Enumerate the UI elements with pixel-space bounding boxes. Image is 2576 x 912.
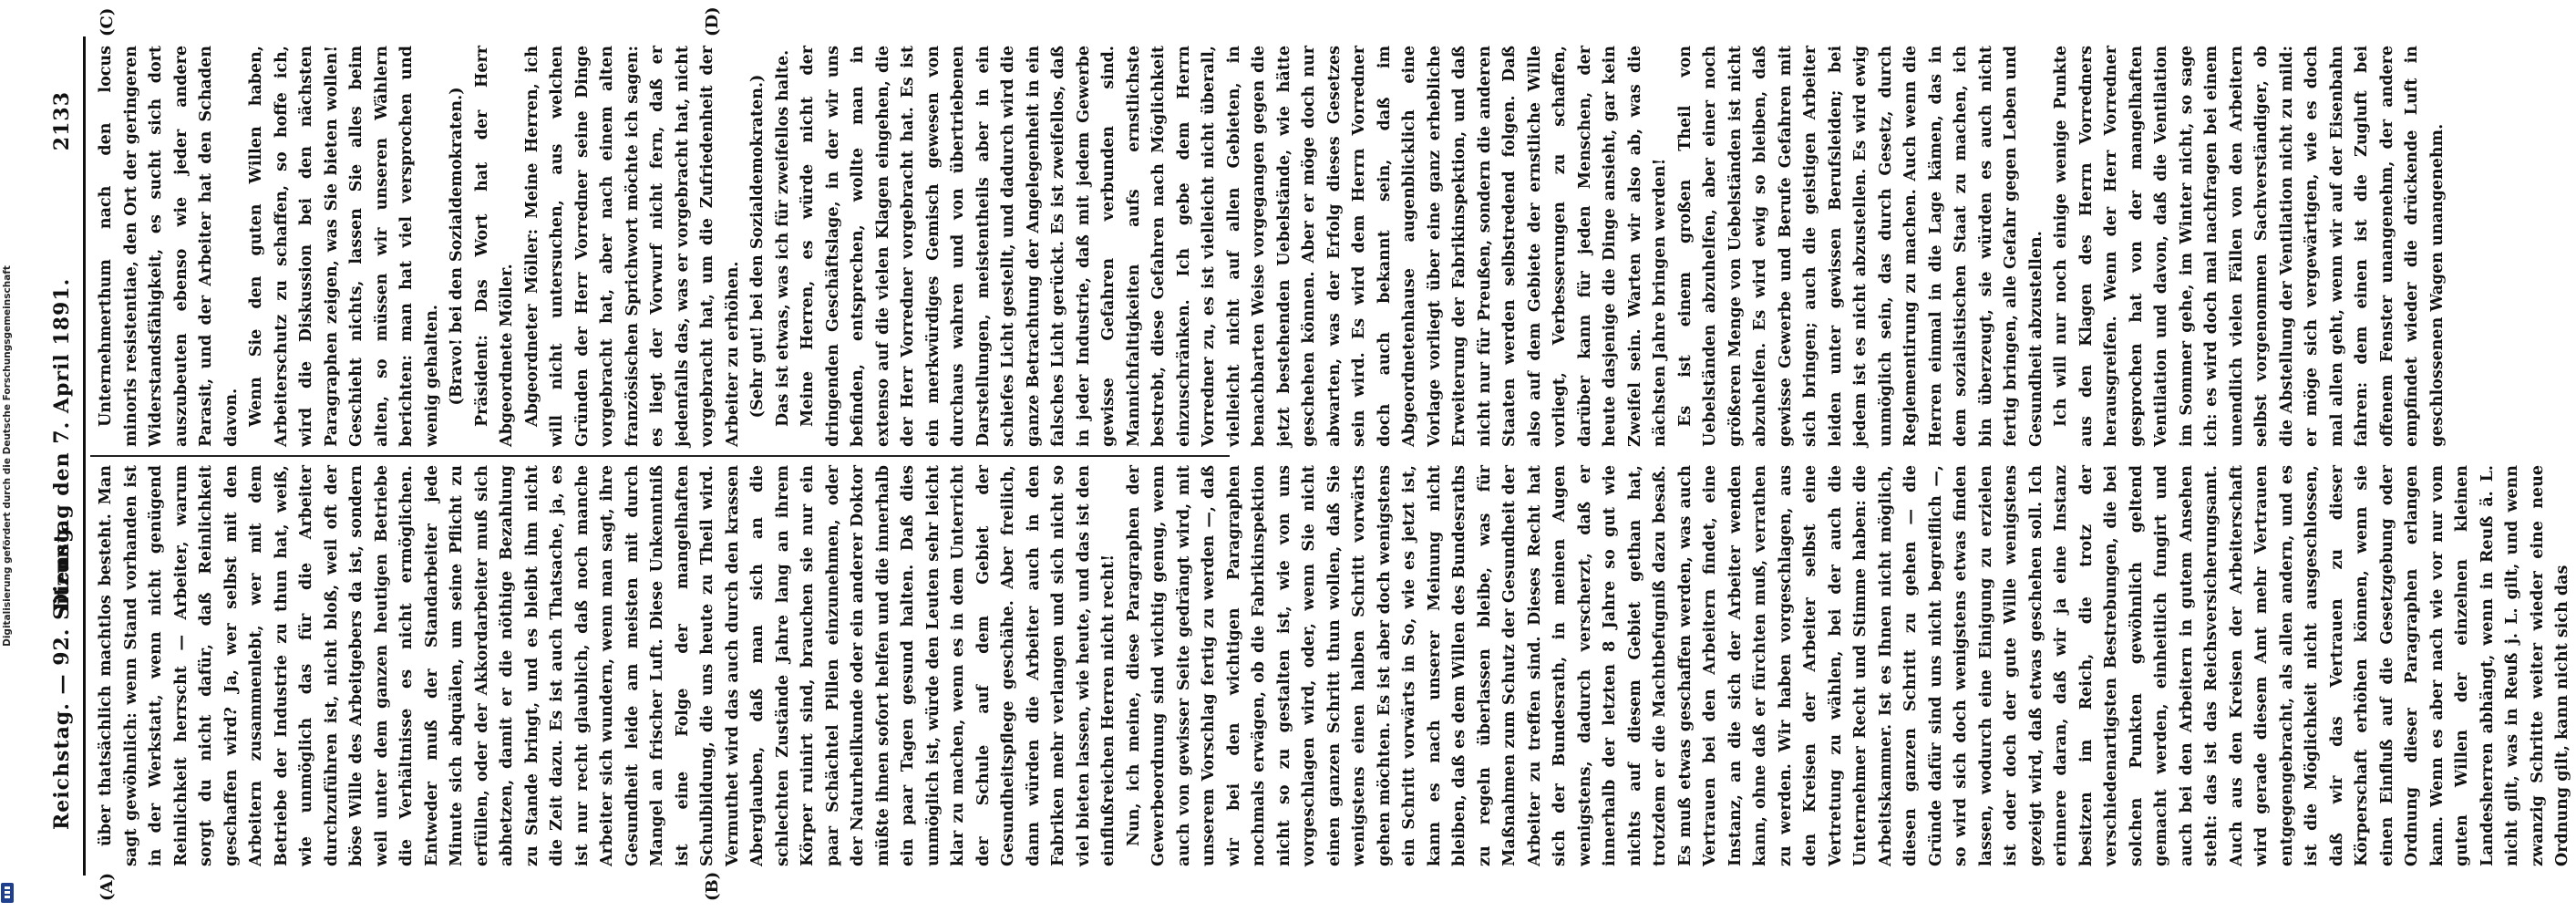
margin-marker-a: (A) — [98, 873, 117, 901]
left-column — [94, 465, 2571, 866]
paragraph: Ich will nur noch einige wenige Punkte aus den Klagen des Herrn Vorredners herausgreifen. Wenn der Herr Vorredner gesprochen hat von der mangelhaften Ventilation und davon, daß die Ventilation im Sommer gehe, im Winter nicht, so sage ich: es wird doch mal nachfragen bei einem unendlich vielen Fällen von den Arbeitern selbst vorgenommen Sachverständiger, ob die Abstellung der Ventilation nicht zu mild: er möge sich vergewärtigen, wie es doch mal allen geht, wenn wir auf der Eisenbahn fahren: dem einen ist die Zugluft bei offenem Fenster unangenehm, der andere empfindet wieder die drückende Luft in geschlossenen Wagen unangenehm. — [2052, 46, 2447, 447]
paragraph: über thatsächlich machtlos besteht. Man sagt gewöhnlich: wenn Stand vorhanden ist in der Werkstatt, wenn nicht genügend Reinlichkeit herrscht — Arbeiter, warum sorgt du nicht dafür, daß Reinlichkeit geschaffen wird? Ja, wer selbst mit den Arbeitern zusammenlebt, wer mit dem Betriebe der Industrie zu thun hat, weiß, wie unmöglich das für die Arbeiter durchzuführen ist, nicht bloß, weil oft der böse Wille des Arbeitgebers da ist, sondern weil unter dem ganzen heutigen Betriebe die Verhältnisse es nicht ermöglichen. Entweder muß der Standarbeiter jede Minute sich abquälen, um seine Pflicht zu erfüllen, oder der Akkordarbeiter muß sich abhetzen, damit er die nöthige Bezahlung zu Stande bringt, und es bleibt ihm nicht die Zeit dazu. Es ist auch Thatsache, ja, es ist nur recht glaublich, daß noch manche Arbeiter sich wundern, wenn man sagt, ihre Gesundheit leide am meisten mit durch Mangel an frischer Luft. Diese Unkenntniß ist eine Folge der mangelhaften Schulbildung, die uns heute zu Theil wird. Vermuthet wird das auch durch den krassen Aberglauben, daß man sich an die schlechten Zustände Jahre lang an ihrem Körper ruinirt sind, brauchen sie nur ein paar Schächtel Pillen einzunehmen, oder der Naturheilkunde oder ein anderer Doktor müßte ihnen sofort helfen und die innerhalb ein paar Tagen gesund halten. Daß dies unmöglich ist, würde den Leuten sehr leicht klar zu machen, wenn es in dem Unterricht der Schule auf dem Gebiet der Gesundheitspflege geschähe. Aber freilich, dann würden die Arbeiter auch in den Fabriken mehr verlangen und sich nicht so viel bieten lassen, wie heute, und das ist den einflußreichen Herren nicht recht! — [97, 465, 1118, 866]
header-rule — [83, 36, 86, 876]
paragraph: Unternehmerthum nach den locus minoris resistentiae, den Ort der geringeren Widerstandsfähigkeit, es sucht sich dort auszubeuten ebenso wie jeder andere Parasit, und der Arbeiter hat den Schaden davon. — [97, 46, 241, 447]
interjection: (Sehr gut! bei den Sozialdemokraten.) — [748, 74, 767, 419]
header-center: Dienstag den 7. April 1891. — [50, 277, 74, 611]
column-divider — [90, 455, 1230, 457]
margin-marker-d: (D) — [703, 6, 722, 36]
digitisation-strip — [0, 0, 15, 912]
paragraph: Wenn Sie den guten Willen haben, Arbeiterschutz zu schaffen, so hoffe ich, wird die Diskussion bei den nächsten Paragraphen zeigen, was Sie bieten wollen! Geschieht nichts, lassen Sie alles beim alten, so müssen wir unseren Wählern berichten: man hat viel versprochen und wenig gehalten. — [247, 46, 441, 447]
interjection: (Bravo! bei den Sozialdemokraten.) — [448, 87, 466, 406]
paragraph: Es ist einem großen Theil von Uebelständen abzuhelfen, aber einer noch größeren Menge von Uebelständen ist nicht abzuhelfen. Es wird ewig so bleiben, daß gewisse Gewerbe und Berufe Gefahren mit sich bringen; auch die geistigen Arbeiter leiden unter gewissen Berufsleiden; bei jedem ist es nicht abzustellen. Es wird ewig unmöglich sein, das durch Gesetz, durch Reglementirung zu machen. Auch wenn die Herren einmal in die Lage kämen, das in dem sozialistischen Staat zu machen, ich bin überzeugt, sie würden es auch nicht fertig bringen, alle Gefahr gegen Leben und Gesundheit abzustellen. — [1675, 46, 2045, 447]
dfg-logo-mark — [1, 883, 14, 903]
digitisation-note: Digitalisierung gefördert durch die Deutsche Forschungsgemeinschaft — [2, 265, 13, 647]
header-left: Reichstag. — 92. Sitzung. — [50, 519, 74, 830]
paragraph: Das ist etwas, was ich für zweifellos halte. — [773, 49, 792, 427]
margin-marker-b: (B) — [703, 871, 722, 901]
paragraph: Abgeordneter Möller: Meine Herren, ich will nicht untersuchen, aus welchen Gründen der Herr Vorredner seine Dinge vorgebracht hat, aber nach einem alten französischen Sprichwort möchte ich sagen: es liegt der Vorwurf nicht fern, daß er jedenfalls das, was er vorgebracht hat, nicht vorgebracht hat, um die Zufriedenheit der Arbeiter zu erhöhen. — [522, 46, 742, 447]
page-number: 2133 — [50, 91, 74, 151]
paragraph: Meine Herren, es würde nicht der dringenden Geschäftslage, in der wir uns befinden, entsprechen, wollte man in extenso auf die vielen Klagen eingehen, die der Herr Vorredner vorgebracht hat. Es ist ein merkwürdiges Gemisch gewesen von durchaus wahren und von übertriebenen Darstellungen, meistentheils aber in ein schiefes Licht gestellt, und dadurch wird die ganze Betrachtung der Angelegenheit in ein falsches Licht gerückt. Es ist zweifellos, daß in jeder Industrie, daß mit jedem Gewerbe gewisse Gefahren verbunden sind. Mannichfaltigkeiten aufs ernstlichste bestrebt, diese Gefahren nach Möglichkeit einzuschränken. Ich gebe dem Herrn Vorredner zu, es ist vielleicht nicht überall, vielleicht nicht auf allen Gebieten, in benachbarten Weise vorgegangen gegen die jetzt bestehenden Uebelstände, wie hätte geschehen können. Aber er möge doch nur abwarten, was der Erfolg dieses Gesetzes sein wird. Es wird dem Herrn Vorredner doch auch bekannt sein, daß im Abgeordnetenhause augenblicklich eine Vorlage vorliegt über eine ganz erhebliche Erweiterung der Fabrikinspektion, und daß nicht nur für Preußen, sondern die anderen Staaten werden selbstredend folgen. Daß also auf dem Gebiete der ernstliche Wille vorliegt, Verbesserungen zu schaffen, darüber kann für jeden Menschen, der heute dasjenige die Dinge ansieht, gar kein Zweifel sein. Warten wir also ab, was die nächsten Jahre bringen werden! — [799, 46, 1669, 447]
margin-marker-c: (C) — [98, 7, 117, 36]
document-page — [37, 6, 2571, 901]
paragraph: Nun, ich meine, diese Paragraphen der Gewerbeordnung sind wichtig genug, wenn auch von gewisser Seite gedrängt wird, mit unserem Vorschlag fertig zu werden —, daß wir bei den wichtigen Paragraphen nochmals erwägen, ob die Fabrikinspektion nicht so zu gestalten ist, wie von uns vorgeschlagen wird, oder, wenn Sie nicht einen ganzen Schritt thun wollen, daß Sie wenigstens einen halben Schritt vorwärts gehen möchten. Es ist aber doch wenigstens ein Schritt vorwärts in So, wie es jetzt ist, kann es nach unserer Meinung nicht bleiben, daß es dem Willen des Bundesraths zu regeln überlassen bleibe, was für Maßnahmen zum Schutz der Gesundheit der Arbeiter zu treffen sind. Dieses Recht hat sich der Bundesrath, in meinen Augen wenigstens, dadurch verscherzt, daß er innerhalb der letzten 8 Jahre so gut wie nichts auf diesem Gebiet gethan hat, trotzdem er die Machtbefugniß dazu besaß. Es muß etwas geschaffen werden, was auch Vertrauen bei den Arbeitern findet, eine Instanz, an die sich der Arbeiter wenden kann, ohne daß er fürchten muß, verrathen zu werden. Wir haben vorgeschlagen, aus den Kreisen der Arbeiter selbst eine Vertretung zu wählen, bei der auch die Unternehmer Recht und Stimme haben: die Arbeitskammer. Ist es Ihnen nicht möglich, diesen ganzen Schritt zu gehen — die Gründe dafür sind uns nicht begreiflich —, so wird sich doch wenigstens etwas finden lassen, wodurch eine Einigung zu erzielen ist oder doch der gute Wille wenigstens gezeigt wird, daß etwas geschehen soll. Ich erinnere daran, daß wir ja eine Instanz besitzen im Reich, die trotz der verschiedenartigsten Bestrebungen, die bei solchen Punkten gewöhnlich geltend gemacht werden, einheitlich fungirt und auch bei den Arbeitern in gutem Ansehen steht: das ist das Reichsversicherungsamt. Auch aus den Kreisen der Arbeiterschaft wird gerade diesem Amt mehr Vertrauen entgegengebracht, als allen andern, und es ist die Möglichkeit nicht ausgeschlossen, daß wir das Vertrauen zu dieser Körperschaft erhöhen können, wenn sie einen Einfluß auf die Gesetzgebung oder Ordnung dieser Paragraphen erlangen kann. Wenn es aber nach wie vor nur vom guten Willen der einzelnen kleinen Landesherren abhängt, wenn in Reuß ä. L. nicht gilt, was in Reuß j. L. gilt, und wenn zwanzig Schritte weiter wieder eine neue Ordnung gilt, kann nicht sich das — [1124, 465, 2571, 866]
paragraph: Präsident: Das Wort hat der Herr Abgeordnete Möller. — [472, 46, 516, 447]
dfg-logo — [1, 883, 14, 903]
right-column — [94, 46, 2447, 447]
running-head — [50, 27, 76, 885]
